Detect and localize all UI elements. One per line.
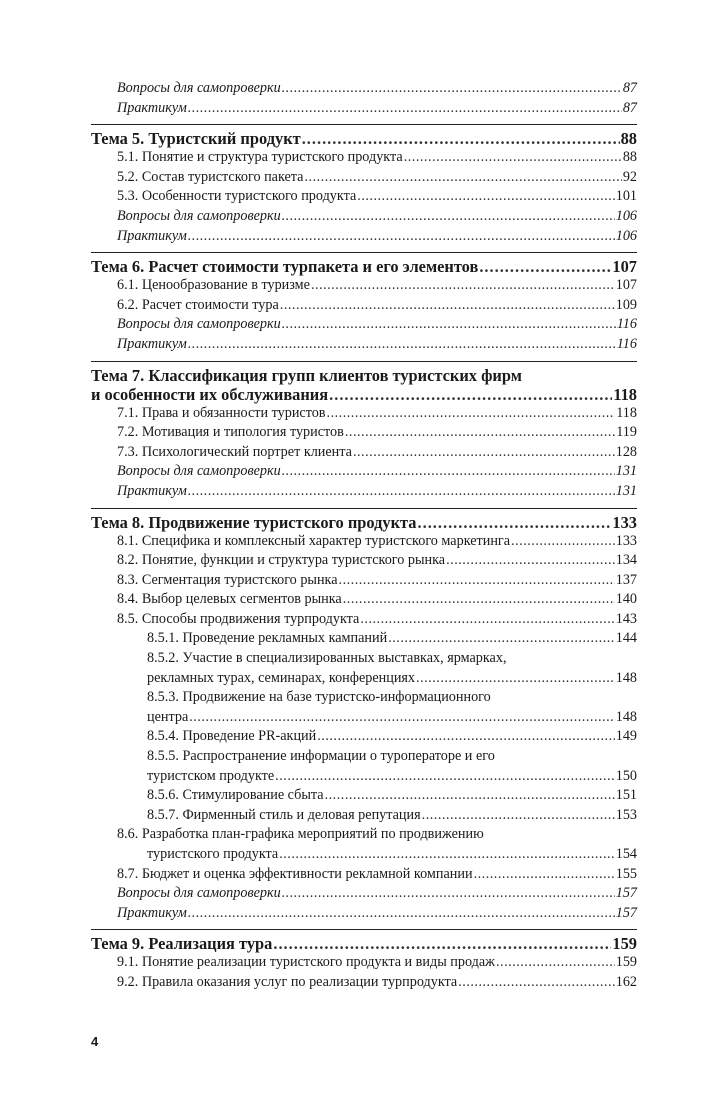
dot-leader [329,385,612,404]
topic-heading [91,513,637,532]
table-of-contents [91,79,637,993]
toc-entry-page: 106 [615,227,637,244]
topic-title: Тема 9. Реализация тура [91,934,273,954]
dot-leader [282,207,615,227]
toc-entry-title: 9.2. Правила оказания услуг по реализации турпродукта [117,973,458,990]
topic-title: Тема 5. Туристский продукт [91,129,301,149]
toc-entry-title-line: 8.5.3. Продвижение на базе туристско-информационного [147,689,491,706]
toc-entry-title: 8.5. Способы продвижения турпродукта [117,610,360,627]
dot-leader [343,590,615,610]
toc-entry [91,404,637,424]
dot-leader [327,404,616,424]
toc-entry [91,207,637,227]
toc-entry-page: 116 [616,316,637,333]
toc-entry-page: 157 [615,904,637,921]
toc-entry-title: Практикум [117,335,187,352]
toc-entry-title: 8.3. Сегментация туристского рынка [117,571,338,588]
dot-leader [418,513,612,532]
toc-entry-page: 154 [615,846,637,862]
toc-entry [91,335,637,355]
toc-entry [91,79,637,99]
section-divider [91,252,637,253]
section-divider [91,361,637,362]
dot-leader [302,129,620,148]
dot-leader [479,257,611,276]
dot-leader [353,443,615,463]
toc-entry-page: 149 [615,728,637,745]
dot-leader [317,727,615,747]
toc-entry-title: Вопросы для самопроверки [117,885,281,902]
toc-entry [91,629,637,649]
dot-leader [325,786,615,806]
toc-entry-page: 109 [615,296,637,313]
toc-entry-page: 137 [615,571,637,588]
toc-entry-title: Практикум [117,904,187,921]
dot-leader [311,276,615,296]
toc-entry [91,590,637,610]
toc-entry-title: 8.2. Понятие, функции и структура туристского рынка [117,552,446,569]
toc-entry [91,708,637,728]
toc-entry-title: 6.2. Расчет стоимости тура [117,296,279,313]
topic-title: и особенности их обслуживания [91,384,329,404]
toc-entry [91,99,637,119]
toc-entry-page: 148 [615,669,637,686]
page-number: 4 [91,1034,99,1049]
dot-leader [404,148,622,168]
toc-entry-page: 131 [615,482,637,499]
toc-entry-page: 88 [622,149,637,166]
toc-entry [91,786,637,806]
toc-entry-title: 8.5.4. Проведение PR-акций [147,728,317,745]
toc-entry-page: 148 [615,708,637,725]
toc-entry [91,296,637,316]
topic-heading [91,385,637,404]
toc-entry-page: 144 [615,630,637,647]
toc-entry-title: Вопросы для самопроверки [117,207,281,224]
section-divider [91,508,637,509]
topic-page: 159 [612,934,637,954]
dot-leader [282,462,615,482]
dot-leader [446,551,615,571]
toc-entry-title: Практикум [117,227,187,244]
dot-leader [388,629,615,649]
topic-title: Тема 6. Расчет стоимости турпакета и его элементов [91,257,479,277]
toc-entry [91,315,637,335]
toc-entry [91,168,637,188]
toc-entry-title: 6.1. Ценообразование в туризме [117,277,310,294]
topic-title: Тема 8. Продвижение туристского продукта [91,512,417,532]
toc-entry-title: 8.5.7. Фирменный стиль и деловая репутация [147,806,421,823]
dot-leader [360,610,614,630]
toc-entry [91,276,637,296]
toc-entry [91,443,637,463]
toc-entry-title: туристского продукта [147,846,279,862]
toc-entry-title-line: 8.5.5. Распространение информации о туроператоре и его [147,748,495,765]
toc-entry-page: 101 [615,188,637,205]
toc-entry-title: 7.3. Психологический портрет клиента [117,443,352,460]
toc-entry-page: 87 [622,80,637,96]
toc-entry [91,727,637,747]
toc-entry-page: 155 [615,865,637,882]
toc-entry [91,904,637,924]
toc-entry-page: 87 [622,99,637,116]
toc-entry-page: 128 [615,443,637,460]
dot-leader [275,767,615,787]
toc-entry-title: 5.2. Состав туристского пакета [117,168,304,185]
toc-entry-page: 106 [615,207,637,224]
toc-entry-title: Вопросы для самопроверки [117,316,281,333]
topic-heading [91,257,637,276]
toc-entry [91,227,637,247]
toc-entry-page: 150 [615,767,637,784]
section-divider [91,124,637,125]
toc-entry-title-line: 8.6. Разработка план-графика мероприятий по продвижению [117,826,484,843]
toc-entry [91,532,637,552]
toc-entry [91,973,637,993]
toc-entry-page: 92 [622,168,637,185]
toc-entry-title: Практикум [117,482,187,499]
toc-entry [91,953,637,973]
toc-entry-page: 134 [615,552,637,569]
toc-entry-page: 151 [615,787,637,804]
dot-leader [282,884,615,904]
dot-leader [474,865,615,885]
dot-leader [188,99,622,119]
toc-entry-title: 9.1. Понятие реализации туристского продукта и виды продаж [117,954,495,971]
toc-entry-title: 7.2. Мотивация и типология туристов [117,424,344,441]
toc-entry-page: 157 [615,885,637,902]
topic-page: 133 [612,512,637,532]
toc-entry-title: 8.1. Специфика и комплексный характер туристского маркетинга [117,532,511,549]
dot-leader [511,532,615,552]
toc-entry [91,551,637,571]
toc-entry-page: 118 [616,404,637,421]
toc-entry-title: 5.3. Особенности туристского продукта [117,188,357,205]
dot-leader [458,973,615,993]
dot-leader [282,79,622,99]
toc-entry-title: Вопросы для самопроверки [117,463,281,480]
toc-entry [91,148,637,168]
dot-leader [188,335,616,355]
topic-heading [91,934,637,953]
toc-entry-title: Практикум [117,99,187,116]
toc-entry-title: 5.1. Понятие и структура туристского продукта [117,149,403,166]
toc-entry-title: 7.1. Права и обязанности туристов [117,404,326,421]
dot-leader [357,187,614,207]
dot-leader [422,806,615,826]
topic-heading [91,129,637,148]
toc-entry-page: 133 [615,532,637,549]
toc-entry-title: 8.4. Выбор целевых сегментов рынка [117,591,342,608]
toc-entry-title-line: 8.5.2. Участие в специализированных выставках, ярмарках, [147,650,507,667]
toc-entry-page: 153 [615,806,637,823]
toc-entry-title: туристском продукте [147,767,275,784]
toc-entry-title: Вопросы для самопроверки [117,80,281,96]
toc-entry-title: 8.7. Бюджет и оценка эффективности рекламной компании [117,865,473,882]
toc-entry-title: рекламных турах, семинарах, конференциях [147,669,416,686]
topic-page: 118 [613,384,637,404]
dot-leader [416,669,615,689]
toc-entry-page: 159 [615,954,637,971]
toc-entry-page: 107 [615,277,637,294]
toc-entry-page: 131 [615,463,637,480]
dot-leader [345,423,615,443]
toc-entry-page: 143 [615,610,637,627]
topic-page: 88 [620,129,637,149]
toc-entry [91,884,637,904]
dot-leader [279,845,615,865]
toc-entry [91,187,637,207]
toc-entry-title: 8.5.1. Проведение рекламных кампаний [147,630,388,647]
dot-leader [188,227,615,247]
dot-leader [188,904,615,924]
toc-entry [91,571,637,591]
toc-entry [91,610,637,630]
dot-leader [273,934,611,953]
toc-entry [91,482,637,502]
dot-leader [188,482,615,502]
toc-entry [91,865,637,885]
toc-entry-title: центра [147,708,189,725]
dot-leader [496,953,615,973]
toc-entry [91,845,637,865]
topic-title-line: Тема 7. Классификация групп клиентов туристских фирм [91,365,522,385]
toc-entry-page: 116 [616,335,637,352]
toc-entry [91,806,637,826]
toc-entry [91,423,637,443]
section-divider [91,929,637,930]
dot-leader [280,296,615,316]
toc-entry [91,669,637,689]
toc-entry [91,767,637,787]
topic-page: 107 [612,257,637,277]
toc-entry-page: 162 [615,973,637,990]
dot-leader [339,571,615,591]
dot-leader [282,315,616,335]
toc-entry-title: 8.5.6. Стимулирование сбыта [147,787,324,804]
dot-leader [189,708,614,728]
dot-leader [304,168,621,188]
toc-entry-page: 119 [616,424,637,441]
toc-entry-page: 140 [615,591,637,608]
toc-entry [91,462,637,482]
